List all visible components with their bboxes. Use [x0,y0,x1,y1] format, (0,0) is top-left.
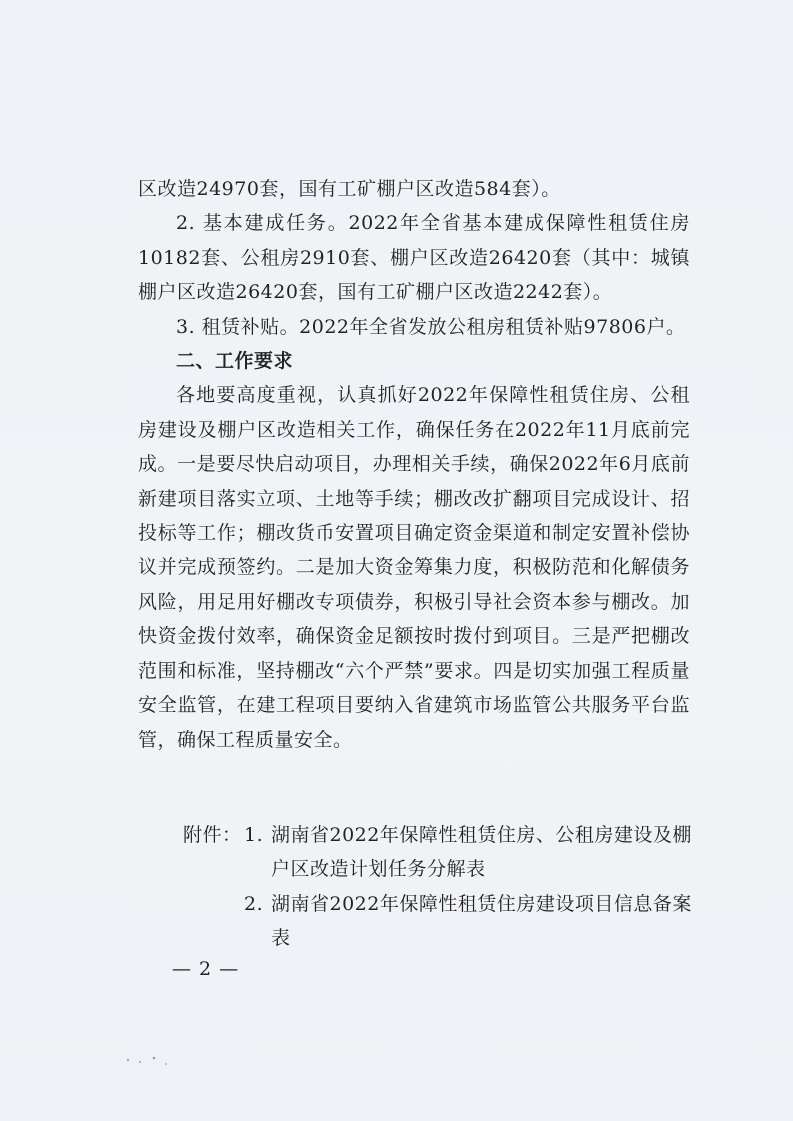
scan-speckles [120,1040,180,1070]
attachment-number: 2. [244,892,264,915]
attachment-item-1 [183,818,703,887]
paragraph-requirements: 各地要高度重视，认真抓好2022年保障性租赁住房、公租房建设及棚户区改造相关工作，确保任务在2022年11月底前完成。一是要尽快启动项目，办理相关手续，确保2022年6月底前新建项目落实立项、土地等手续；棚改改扩翻项目完成设计、招投标等工作；棚改货币安置项目确定资金渠道和制定安置补偿协议并完成预签约。二是加大资金筹集力度，积极防范和化解债务风险，用足用好棚改专项债券，积极引导社会资本参与棚改。加快资金拨付效率，确保资金足额按时拨付到项目。三是严把棚改范围和标准，坚持棚改“六个严禁”要求。四是切实加强工程质量安全监管，在建工程项目要纳入省建筑市场监管公共服务平台监管，确保工程质量安全。 [138,384,690,751]
attachment-title: 湖南省2022年保障性租赁住房、公租房建设及棚户区改造计划任务分解表 [271,824,692,881]
attachment-number: 1. [244,824,264,846]
attachment-item-2 [183,887,703,956]
attachments-label: 附件： [183,824,242,846]
page-number: — 2 — [172,958,240,980]
section-heading-work-requirements: 二、工作要求 [176,350,294,373]
paragraph-completion-task: 2. 基本建成任务。2022年全省基本建成保障性租赁住房10182套、公租房2910套、棚户区改造26420套（其中：城镇棚户区改造26420套，国有工矿棚户区改造2242套）。 [138,212,690,304]
paragraph-rental-subsidy: 3. 租赁补贴。2022年全省发放公租房租赁补贴97806户。 [176,315,686,338]
attachments-section [183,818,703,956]
paragraph-continuation: 区改造24970套，国有工矿棚户区改造584套）。 [138,178,561,200]
document-body [138,172,690,757]
attachment-title: 湖南省2022年保障性租赁住房建设项目信息备案表 [271,892,692,950]
